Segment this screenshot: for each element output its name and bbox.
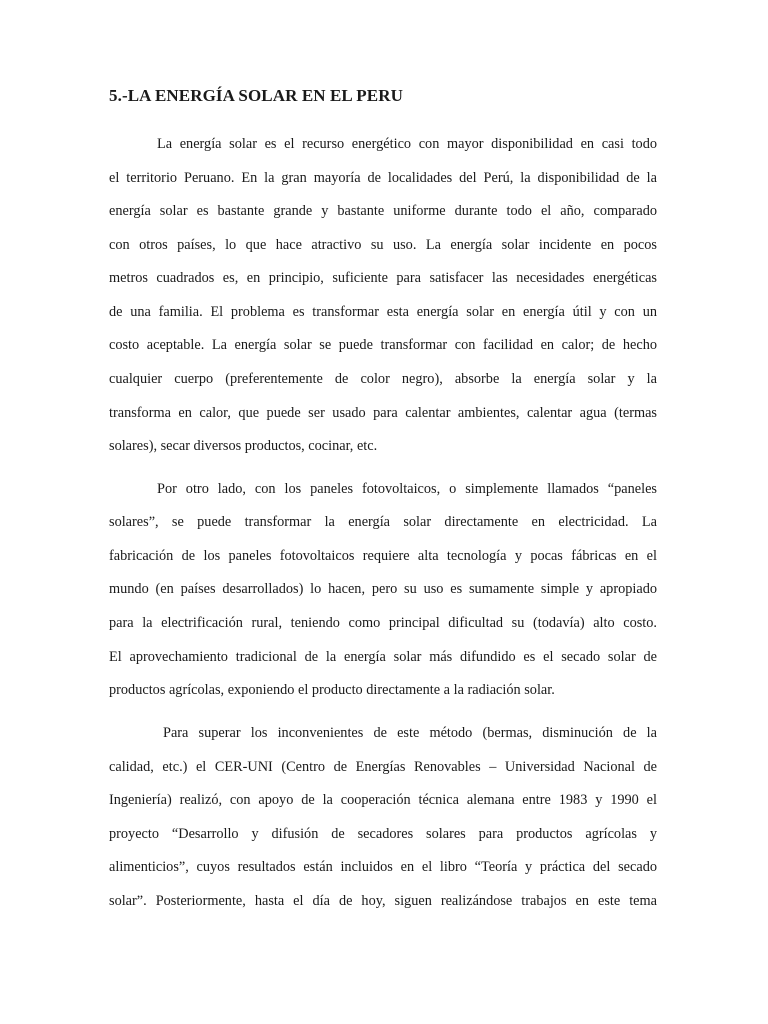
- section-heading: 5.-LA ENERGÍA SOLAR EN EL PERU: [109, 86, 403, 105]
- paragraph-line: transforma en calor, que puede ser usado para calentar ambientes, calentar agua (termas: [109, 405, 657, 421]
- paragraph-line: Para superar los inconvenientes de este método (bermas, disminución de la: [163, 725, 657, 741]
- paragraph-line: de una familia. El problema es transformar esta energía solar en energía útil y con un: [109, 304, 657, 320]
- paragraph-line: El aprovechamiento tradicional de la energía solar más difundido es el secado solar de: [109, 649, 657, 665]
- paragraph-line: fabricación de los paneles fotovoltaicos requiere alta tecnología y pocas fábricas en el: [109, 548, 657, 564]
- paragraph-line: mundo (en países desarrollados) lo hacen, pero su uso es sumamente simple y apropiado: [109, 581, 657, 597]
- paragraph-line: energía solar es bastante grande y bastante uniforme durante todo el año, comparado: [109, 203, 657, 219]
- paragraph-line: con otros países, lo que hace atractivo su uso. La energía solar incidente en pocos: [109, 237, 657, 253]
- paragraph-line: cualquier cuerpo (preferentemente de color negro), absorbe la energía solar y la: [109, 371, 657, 387]
- paragraph-line: La energía solar es el recurso energético con mayor disponibilidad en casi todo: [157, 136, 657, 152]
- paragraph-line: solares), secar diversos productos, cocinar, etc.: [109, 438, 378, 454]
- paragraph-line: proyecto “Desarrollo y difusión de secadores solares para productos agrícolas y: [109, 826, 657, 842]
- paragraph-line: el territorio Peruano. En la gran mayoría de localidades del Perú, la disponibilidad de la: [109, 170, 657, 186]
- paragraph-line: metros cuadrados es, en principio, suficiente para satisfacer las necesidades energéticas: [109, 270, 657, 286]
- paragraph-line: costo aceptable. La energía solar se puede transformar con facilidad en calor; de hecho: [109, 337, 657, 353]
- paragraph-line: alimenticios”, cuyos resultados están incluidos en el libro “Teoría y práctica del secado: [109, 859, 657, 875]
- paragraph-line: Por otro lado, con los paneles fotovoltaicos, o simplemente llamados “paneles: [157, 481, 657, 497]
- paragraph-line: solar”. Posteriormente, hasta el día de hoy, siguen realizándose trabajos en este tema: [109, 893, 657, 909]
- paragraph-line: solares”, se puede transformar la energía solar directamente en electricidad. La: [109, 514, 657, 530]
- paragraph-line: para la electrificación rural, teniendo como principal dificultad su (todavía) alto costo.: [109, 615, 657, 631]
- paragraph-line: productos agrícolas, exponiendo el producto directamente a la radiación solar.: [109, 682, 555, 698]
- paragraph-line: Ingeniería) realizó, con apoyo de la cooperación técnica alemana entre 1983 y 1990 el: [109, 792, 657, 808]
- paragraph-line: calidad, etc.) el CER-UNI (Centro de Energías Renovables – Universidad Nacional de: [109, 759, 657, 775]
